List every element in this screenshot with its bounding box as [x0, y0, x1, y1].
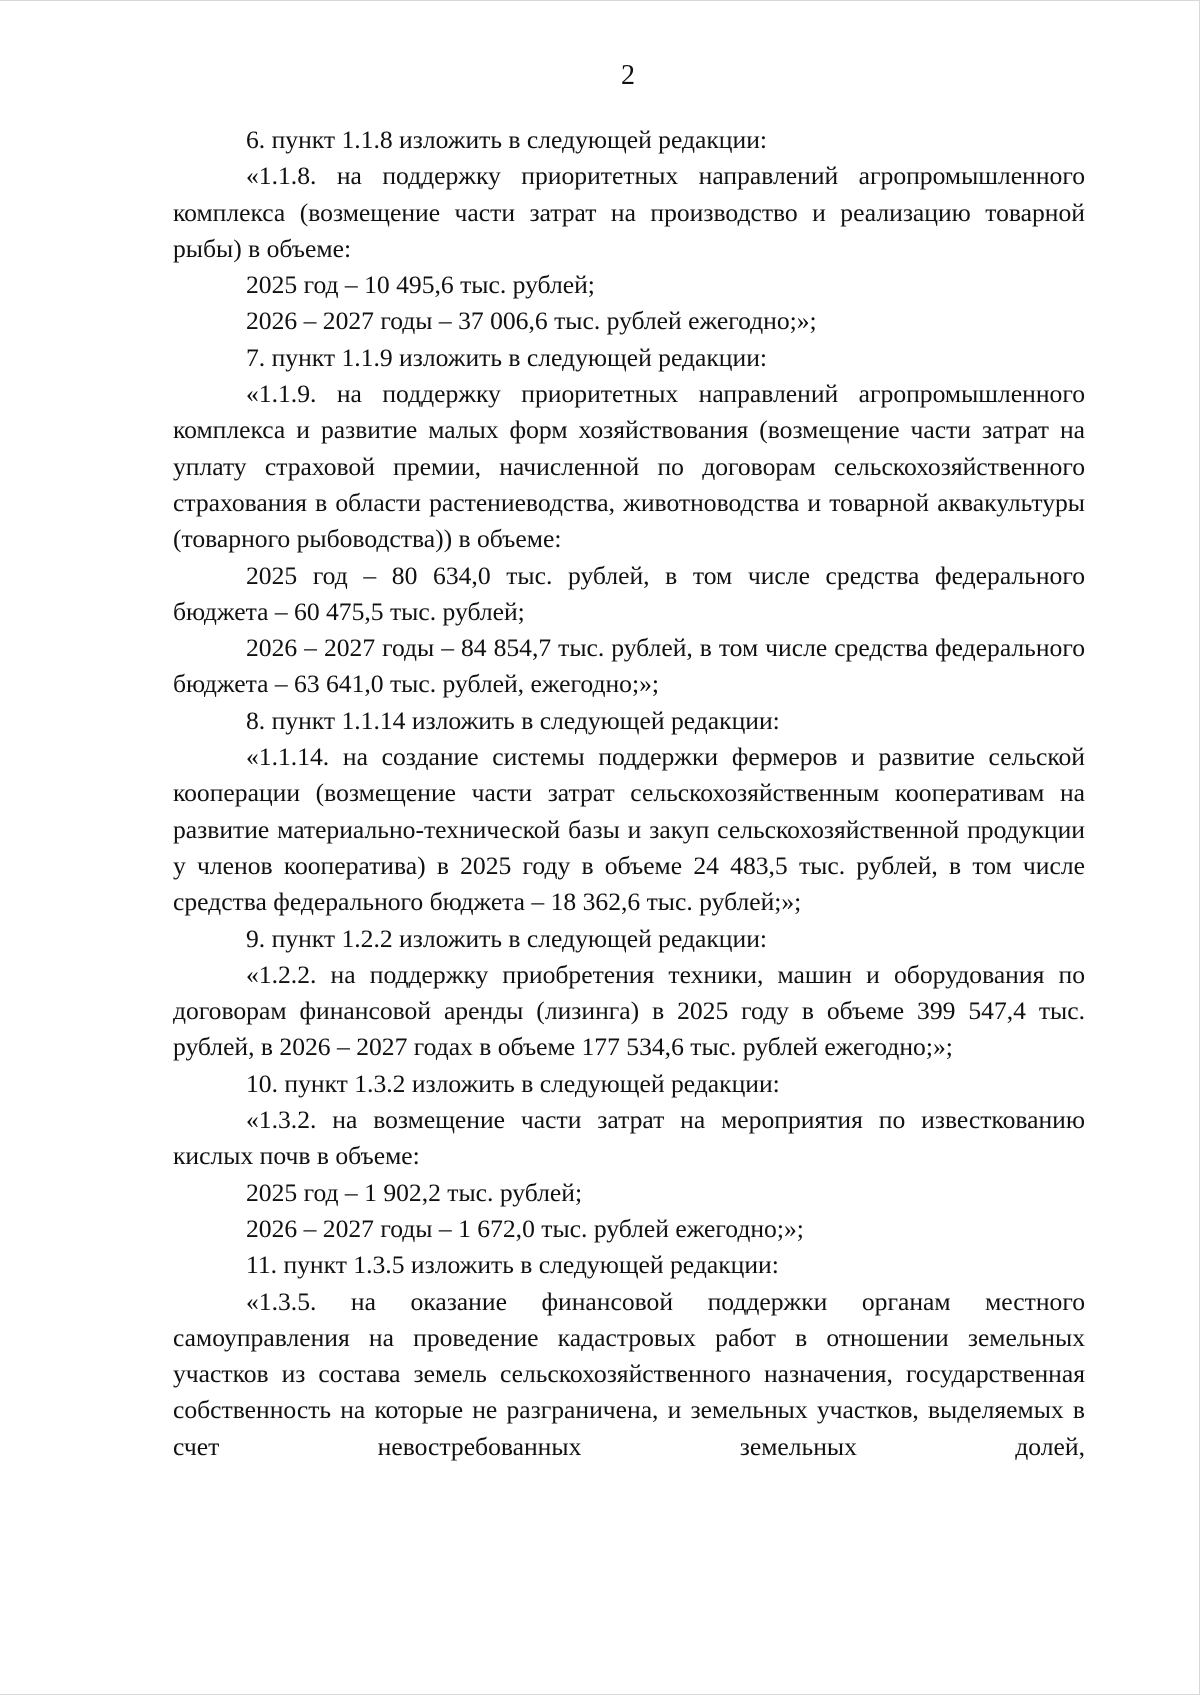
document-body [173, 122, 1085, 1465]
page-number: 2 [621, 60, 635, 91]
paragraph-1-3-5-text: «1.3.5. на оказание финансовой поддержки органам местного самоуправления на проведение кадастровых работ в отношении земельных участков из состава земель сельскохозяйственного назначения, государственная собственность на которые не разграничена, и земельных участков, выделяемых в счет невостребованных земельных долей, [173, 1286, 1085, 1461]
paragraph-item-8-heading: 8. пункт 1.1.14 изложить в следующей редакции: [246, 705, 780, 735]
paragraph-1-2-2-text: «1.2.2. на поддержку приобретения техники, машин и оборудования по договорам финансовой аренды (лизинга) в 2025 году в объеме 399 547,4 тыс. рублей, в 2026 – 2027 годах в объеме 177 534,6 тыс. рублей ежегодно;»; [173, 959, 1085, 1062]
paragraph-1-1-8-amount-2026-2027: 2026 – 2027 годы – 37 006,6 тыс. рублей ежегодно;»; [246, 306, 817, 336]
paragraph-item-6-heading: 6. пункт 1.1.8 изложить в следующей редакции: [246, 125, 767, 154]
paragraph-1-1-9-amount-2026-2027: 2026 – 2027 годы – 84 854,7 тыс. рублей, в том числе средства федерального бюджета – 63 641,0 тыс. рублей, ежегодно;»; [173, 633, 1085, 699]
paragraph-1-1-9-amount-2025: 2025 год – 80 634,0 тыс. рублей, в том числе средства федерального бюджета – 60 475,5 тыс. рублей; [173, 560, 1085, 626]
paragraph-1-3-2-amount-2026-2027: 2026 – 2027 годы – 1 672,0 тыс. рублей ежегодно;»; [246, 1213, 804, 1243]
paragraph-item-10-heading: 10. пункт 1.3.2 изложить в следующей редакции: [246, 1068, 780, 1098]
paragraph-1-1-14-text: «1.1.14. на создание системы поддержки фермеров и развитие сельской кооперации (возмещение части затрат сельскохозяйственным кооперативам на развитие материально-технической базы и закуп сельскохозяйственной продукции у членов кооператива) в 2025 году в объеме 24 483,5 тыс. рублей, в том числе средства федерального бюджета – 18 362,6 тыс. рублей;»; [173, 742, 1085, 917]
paragraph-1-1-8-amount-2025: 2025 год – 10 495,6 тыс. рублей; [246, 270, 595, 300]
paragraph-1-3-2-amount-2025: 2025 год – 1 902,2 тыс. рублей; [246, 1177, 583, 1207]
paragraph-1-1-9-text: «1.1.9. на поддержку приоритетных направлений агропромышленного комплекса и развитие малых форм хозяйствования (возмещение части затрат на уплату страховой премии, начисленной по договорам сельскохозяйственного страхования в области растениеводства, животноводства и товарной аквакультуры (товарного рыбоводства)) в объеме: [173, 379, 1085, 554]
paragraph-item-7-heading: 7. пункт 1.1.9 изложить в следующей редакции: [246, 342, 767, 372]
paragraph-1-3-2-text: «1.3.2. на возмещение части затрат на мероприятия по известкованию кислых почв в объеме: [173, 1105, 1085, 1171]
paragraph-item-11-heading: 11. пункт 1.3.5 изложить в следующей редакции: [246, 1250, 779, 1280]
paragraph-1-1-8-text: «1.1.8. на поддержку приоритетных направлений агропромышленного комплекса (возмещение части затрат на производство и реализацию товарной рыбы) в объеме: [173, 161, 1085, 263]
paragraph-item-9-heading: 9. пункт 1.2.2 изложить в следующей редакции: [246, 923, 767, 953]
